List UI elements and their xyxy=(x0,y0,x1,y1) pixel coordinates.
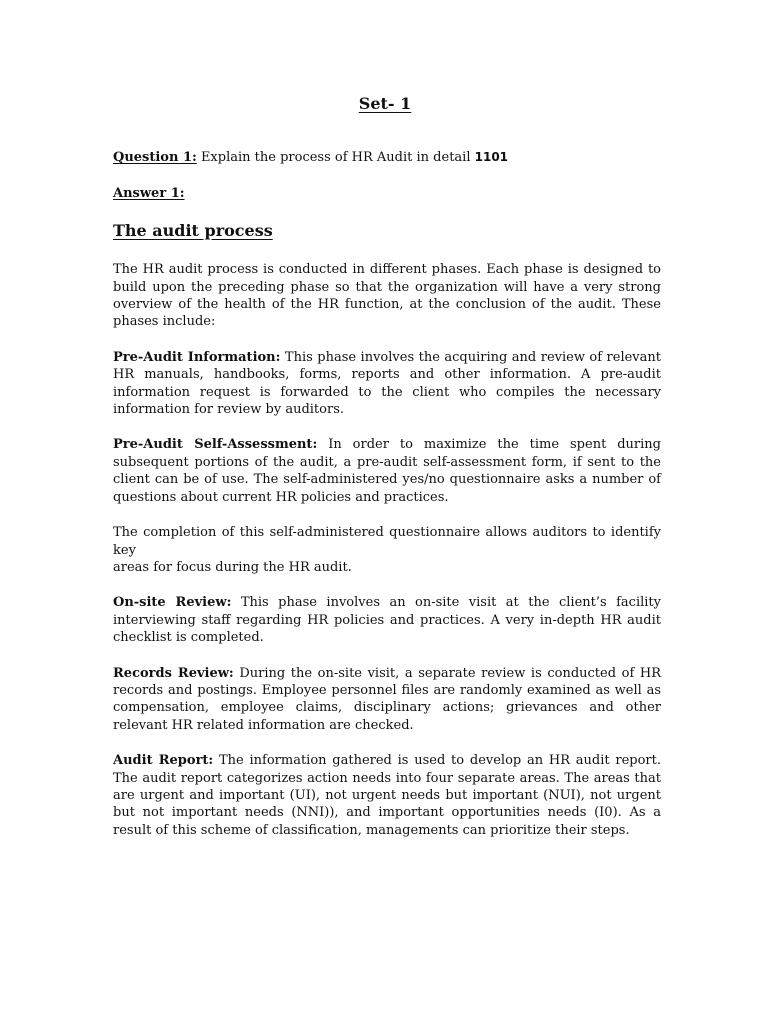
question-line xyxy=(113,149,661,166)
audit-report-text: The information gathered is used to develop an HR audit report. The audit report categorizes action needs into four separate areas. The areas that are urgent and important (UI), not urgent needs but important (NUI), not urgent but not important needs (NNI)), and important opportunities needs (I0). As a result of this scheme of classification, managements can prioritize their steps. xyxy=(113,753,661,838)
onsite-review-paragraph xyxy=(113,594,661,646)
intro-paragraph: The HR audit process is conducted in different phases. Each phase is designed to build upon the preceding phase so that the organization will have a very strong overview of the health of the HR function, at the conclusion of the audit. These phases include: xyxy=(113,262,661,330)
completion-paragraph-line1: The completion of this self-administered questionnaire allows auditors to identify key xyxy=(113,525,661,558)
set-title xyxy=(0,94,768,113)
section-heading: The audit process xyxy=(113,220,273,240)
question-text: Explain the process of HR Audit in detail xyxy=(196,150,475,165)
document-body xyxy=(113,149,661,839)
question-tag: 1101 xyxy=(474,150,509,164)
question-label: Question 1: xyxy=(113,150,197,165)
records-review-text: During the on-site visit, a separate review is conducted of HR records and postings. Employee personnel files are randomly examined as well as compensation, employee claims, disciplinary actions; grievances and other relevant HR related information are checked. xyxy=(113,665,661,733)
pre-audit-self-assessment-lead: Pre-Audit Self-Assessment: xyxy=(113,437,318,453)
onsite-review-text: This phase involves an on-site visit at the client’s facility interviewing staff regarding HR policies and practices. A very in-depth HR audit checklist is completed. xyxy=(113,595,662,646)
answer-line xyxy=(113,185,661,202)
answer-label: Answer 1: xyxy=(113,186,185,202)
pre-audit-self-assessment-paragraph xyxy=(113,436,661,506)
completion-paragraph-line2: areas for focus during the HR audit. xyxy=(113,559,352,575)
records-review-lead: Records Review: xyxy=(113,665,234,681)
audit-report-lead: Audit Report: xyxy=(113,753,214,769)
audit-report-paragraph xyxy=(113,752,661,839)
set-title-text: Set- 1 xyxy=(358,94,412,113)
pre-audit-information-paragraph xyxy=(113,349,661,419)
pre-audit-information-lead: Pre-Audit Information: xyxy=(113,349,281,365)
pre-audit-self-assessment-text: In order to maximize the time spent during subsequent portions of the audit, a pre-audit self-assessment form, if sent to the client can be of use. The self-administered yes/no questionnaire asks a number of questions about current HR policies and practices. xyxy=(113,437,661,505)
onsite-review-lead: On-site Review: xyxy=(113,595,232,611)
records-review-paragraph xyxy=(113,665,661,735)
pre-audit-information-text: This phase involves the acquiring and review of relevant HR manuals, handbooks, forms, reports and other information. A pre-audit information request is forwarded to the client who compiles the necessary information for review by auditors. xyxy=(113,349,662,418)
